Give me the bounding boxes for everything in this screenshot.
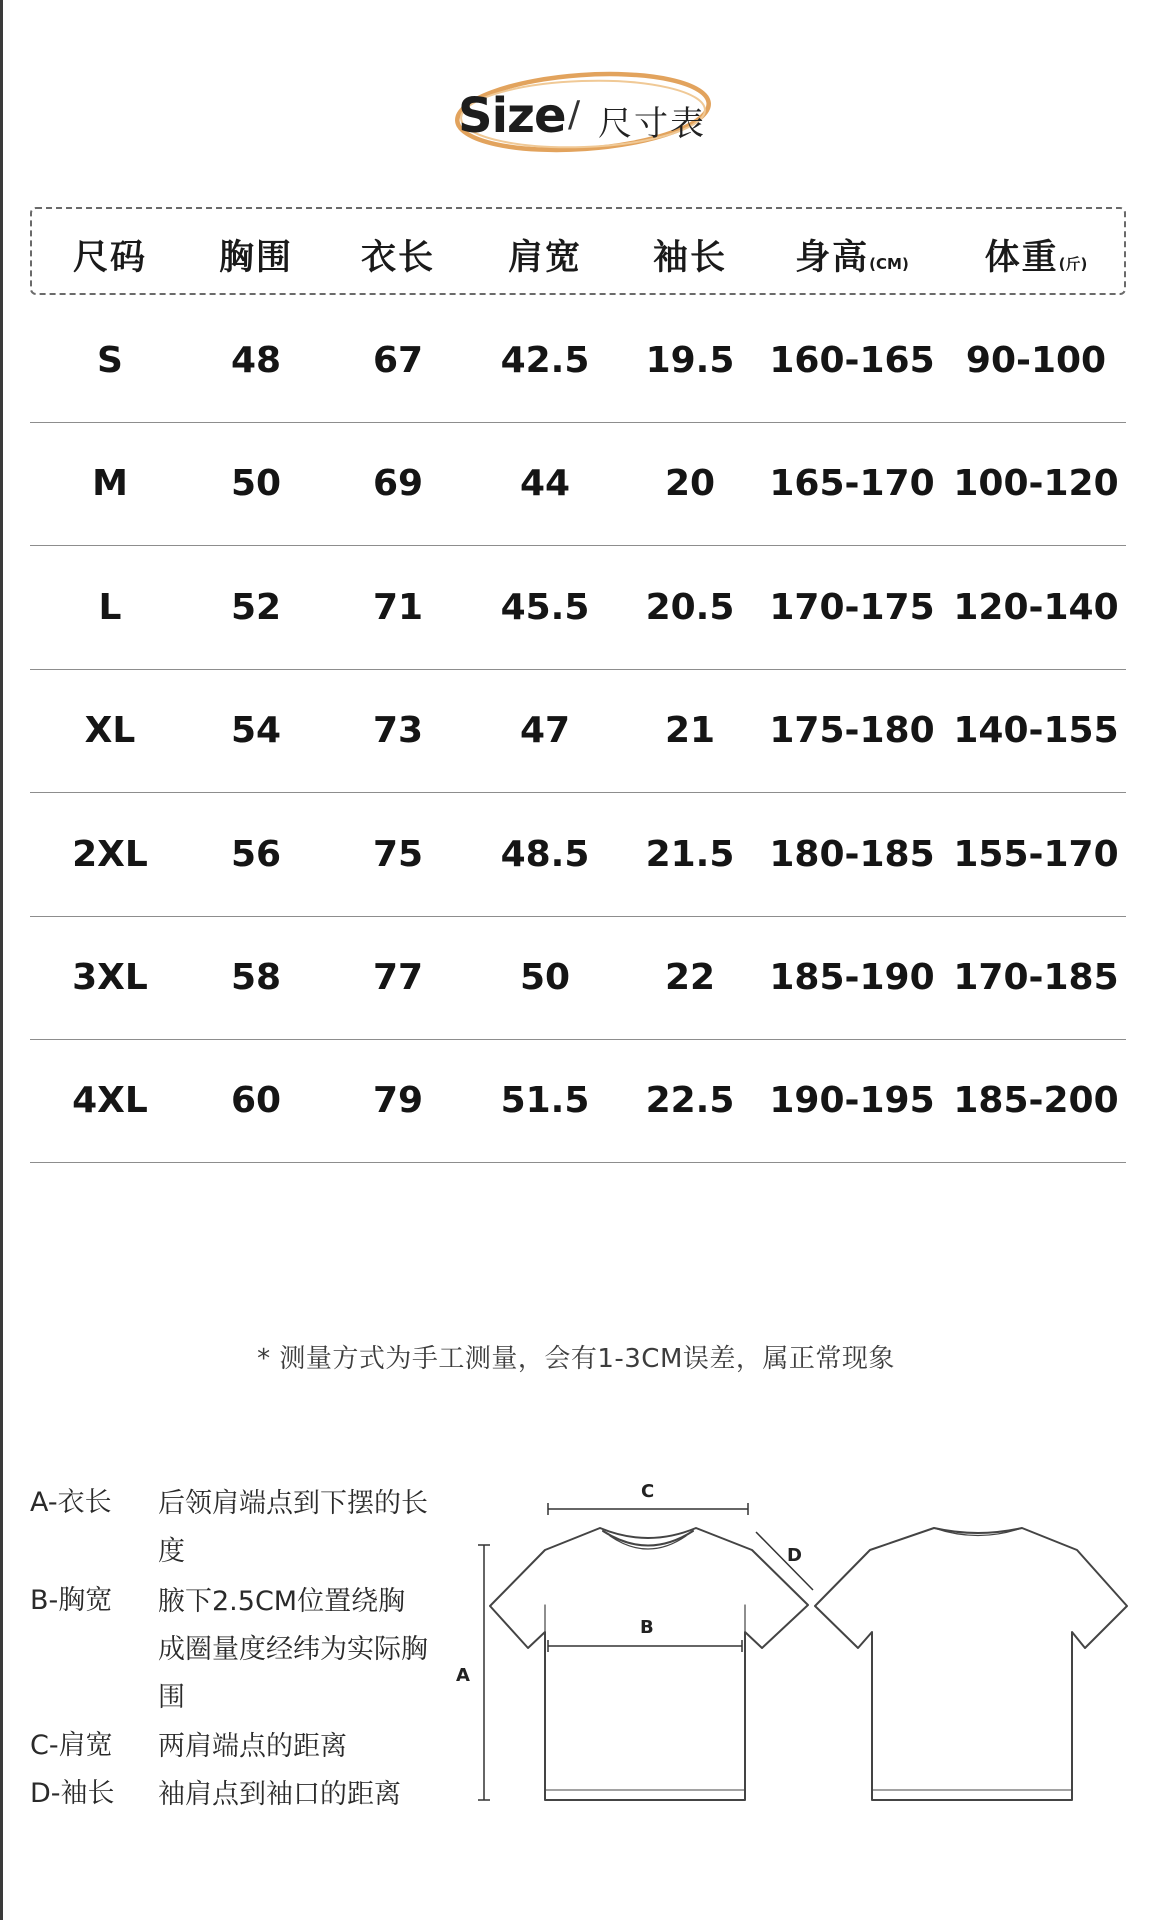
table-cell: 51.5 (500, 1080, 590, 1122)
table-cell: 20.5 (645, 586, 735, 628)
legend-key-b: B-胸宽 (30, 1585, 113, 1616)
diagram-label-d: D (787, 1545, 802, 1566)
table-cell: 48 (230, 340, 282, 381)
table-cell: 48.5 (500, 833, 590, 875)
size-label-cell: XL (84, 710, 136, 752)
table-cell: 160-165 (769, 340, 935, 381)
title-main: Size (458, 88, 566, 144)
table-cell: 73 (372, 710, 424, 752)
size-label-cell: L (98, 586, 122, 628)
table-cell: 170-185 (953, 957, 1119, 998)
table-cell: 75 (372, 833, 424, 875)
header-label: 袖长 (652, 238, 728, 278)
legend-value-c: 两肩端点的距离 (158, 1731, 347, 1762)
size-label-cell: M (92, 463, 128, 505)
title-separator: / (568, 94, 581, 135)
header-label: 身高 (795, 238, 870, 278)
header-label: 肩宽 (507, 238, 583, 278)
size-label-cell: 2XL (72, 833, 148, 875)
table-cell: 175-180 (769, 710, 935, 752)
diagram-label-a: A (456, 1665, 470, 1686)
table-cell: 67 (372, 340, 424, 381)
legend-value-a: 后领肩端点到下摆的长度 (158, 1488, 428, 1567)
legend-key-d: D-袖长 (30, 1778, 115, 1809)
table-cell: 71 (372, 586, 424, 628)
header-label: 胸围 (218, 238, 294, 278)
table-cell: 52 (230, 586, 282, 628)
table-cell: 58 (230, 957, 282, 998)
table-cell: 22.5 (645, 1080, 735, 1122)
tshirt-front-outline (490, 1528, 808, 1800)
table-cell: 20 (664, 463, 716, 505)
table-cell: 42.5 (500, 340, 590, 381)
table-cell: 120-140 (953, 586, 1119, 628)
table-cell: 190-195 (769, 1080, 935, 1122)
table-cell: 50 (230, 463, 282, 505)
table-cell: 54 (230, 710, 282, 752)
table-cell: 155-170 (953, 833, 1119, 875)
tshirt-back-outline (815, 1528, 1127, 1800)
table-cell: 60 (230, 1080, 282, 1122)
table-cell: 170-175 (769, 586, 935, 628)
table-cell: 19.5 (645, 340, 735, 381)
table-cell: 140-155 (953, 710, 1119, 752)
table-cell: 45.5 (500, 586, 590, 628)
header-label: 衣长 (360, 238, 436, 278)
table-cell: 69 (372, 463, 424, 505)
legend-value-b: 腋下2.5CM位置绕胸成圈量度经纬为实际胸围 (158, 1586, 428, 1713)
table-cell: 56 (230, 833, 282, 875)
table-cell: 100-120 (953, 463, 1119, 505)
legend-key-c: C-肩宽 (30, 1730, 113, 1761)
size-label-cell: 4XL (72, 1080, 148, 1122)
diagram-label-c: C (641, 1481, 655, 1502)
table-cell: 185-190 (769, 957, 935, 998)
size-label-cell: 3XL (72, 957, 148, 998)
table-cell: 79 (372, 1080, 424, 1122)
diagram-label-b: B (640, 1617, 654, 1638)
legend-key-a: A-衣长 (30, 1487, 112, 1518)
table-cell: 165-170 (769, 463, 935, 505)
header-unit: (CM) (869, 255, 909, 273)
table-cell: 47 (519, 710, 571, 752)
header-label: 体重 (984, 238, 1059, 278)
table-cell: 185-200 (953, 1080, 1119, 1122)
table-cell: 180-185 (769, 833, 935, 875)
table-cell: 44 (519, 463, 571, 505)
header-unit: (斤) (1058, 255, 1088, 273)
title-chinese: 尺寸表 (598, 104, 706, 144)
table-cell: 21 (664, 710, 716, 752)
table-cell: 90-100 (965, 340, 1107, 381)
table-cell: 21.5 (645, 833, 735, 875)
legend-value-d: 袖肩点到袖口的距离 (158, 1779, 401, 1810)
measurement-note: * 测量方式为手工测量，会有1-3CM误差，属正常现象 (257, 1344, 895, 1374)
header-label: 尺码 (72, 238, 148, 278)
table-cell: 77 (372, 957, 424, 998)
table-cell: 22 (664, 957, 716, 998)
table-cell: 50 (519, 957, 571, 998)
size-label-cell: S (97, 340, 123, 381)
